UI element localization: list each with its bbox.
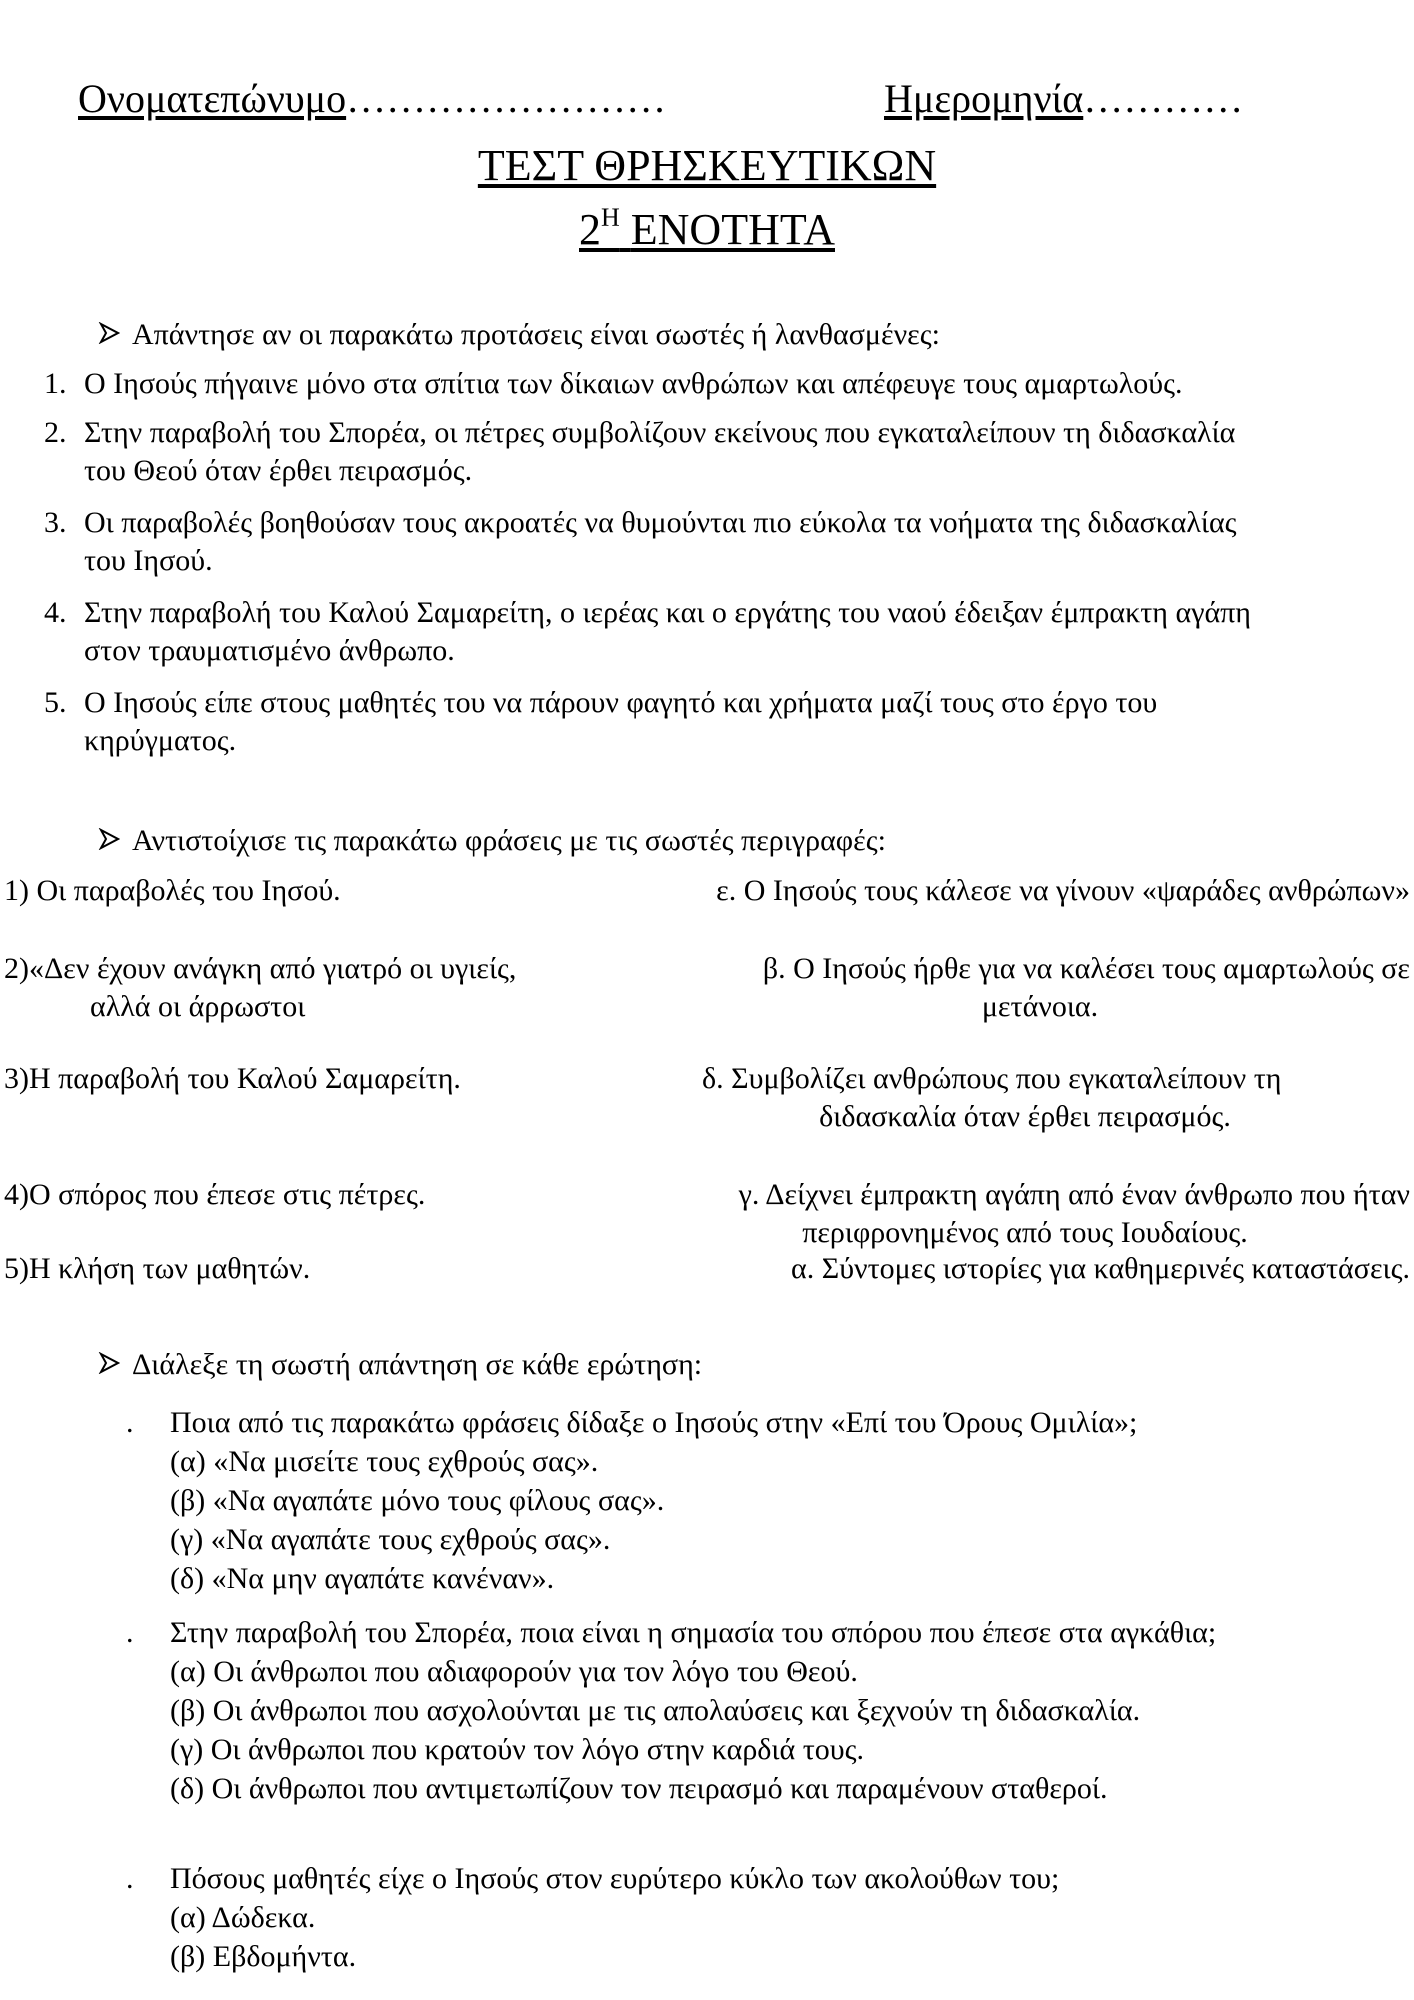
match-left-item: 5)Η κλήση των μαθητών. xyxy=(4,1252,311,1285)
match-right-item-cont: διδασκαλία όταν έρθει πειρασμός. xyxy=(819,1100,1231,1133)
section2-instruction-text: Αντιστοίχισε τις παρακάτω φράσεις με τις σωστές περιγραφές: xyxy=(132,824,886,857)
date-dots: ………… xyxy=(1083,76,1244,121)
tf-item-text-cont: στον τραυματισμένο άνθρωπο. xyxy=(84,634,455,667)
mc-question-text: Στην παραβολή του Σπορέα, ποια είναι η σημασία του σπόρου που έπεσε στα αγκάθια; xyxy=(170,1616,1217,1649)
date-label: Ημερομηνία xyxy=(884,76,1084,121)
tf-item xyxy=(44,684,67,722)
page-title-wrap xyxy=(0,138,1414,193)
unit-superscript: Η xyxy=(601,203,620,232)
mc-option[interactable]: (δ) «Να μην αγαπάτε κανέναν». xyxy=(170,1562,555,1595)
tf-item-num: 2. xyxy=(44,416,67,449)
tf-item-num: 4. xyxy=(44,596,67,629)
match-left-item: 3)Η παραβολή του Καλού Σαμαρείτη. xyxy=(4,1062,461,1095)
arrowhead-bullet-icon xyxy=(98,316,132,354)
arrowhead-bullet-icon xyxy=(98,822,132,860)
section2-instruction xyxy=(98,822,886,860)
match-left-item: 2)«Δεν έχουν ανάγκη από γιατρό οι υγιείς, xyxy=(4,952,517,985)
page-title: ΤΕΣΤ ΘΡΗΣΚΕΥΤΙΚΩΝ xyxy=(477,141,937,190)
mc-question-marker: . xyxy=(126,1862,134,1895)
mc-option[interactable]: (δ) Οι άνθρωποι που αντιμετωπίζουν τον πειρασμό και παραμένουν σταθεροί. xyxy=(170,1772,1108,1805)
tf-item xyxy=(44,594,67,632)
mc-question-marker: . xyxy=(126,1406,134,1439)
mc-option[interactable]: (β) Οι άνθρωποι που ασχολούνται με τις απολαύσεις και ξεχνούν τη διδασκαλία. xyxy=(170,1694,1141,1727)
unit-word: ΕΝΟΤΗΤΑ xyxy=(630,205,835,254)
match-left-item: 1) Οι παραβολές του Ιησού. xyxy=(4,874,341,907)
match-right-item: β. Ο Ιησούς ήρθε για να καλέσει τους αμαρτωλούς σε xyxy=(762,952,1410,985)
name-field[interactable] xyxy=(78,74,666,124)
mc-option[interactable]: (α) Οι άνθρωποι που αδιαφορούν για τον λόγο του Θεού. xyxy=(170,1655,858,1688)
name-dots: …………………… xyxy=(346,76,667,121)
match-right-item: α. Σύντομες ιστορίες για καθημερινές καταστάσεις. xyxy=(791,1252,1410,1285)
section3-instruction-text: Διάλεξε τη σωστή απάντηση σε κάθε ερώτηση: xyxy=(132,1348,703,1381)
tf-item-text-cont: του Ιησού. xyxy=(84,544,213,577)
mc-question-marker: . xyxy=(126,1616,134,1649)
mc-option[interactable]: (α) «Να μισείτε τους εχθρούς σας». xyxy=(170,1445,599,1478)
section3-instruction xyxy=(98,1346,702,1384)
arrowhead-bullet-icon xyxy=(98,1346,132,1384)
tf-item-text: Στην παραβολή του Καλού Σαμαρείτη, ο ιερέας και ο εργάτης του ναού έδειξαν έμπρακτη αγάπη xyxy=(84,596,1251,629)
match-right-item-cont: μετάνοια. xyxy=(981,990,1099,1023)
tf-item-text: Ο Ιησούς πήγαινε μόνο στα σπίτια των δίκαιων ανθρώπων και απέφευγε τους αμαρτωλούς. xyxy=(84,367,1183,400)
unit-heading-wrap xyxy=(0,202,1414,257)
tf-item-text: Στην παραβολή του Σπορέα, οι πέτρες συμβολίζουν εκείνους που εγκαταλείπουν τη διδασκαλία xyxy=(84,416,1236,449)
match-right-item: ε. Ο Ιησούς τους κάλεσε να γίνουν «ψαράδες ανθρώπων» xyxy=(716,874,1410,907)
unit-heading xyxy=(579,205,835,254)
mc-option[interactable]: (β) Εβδομήντα. xyxy=(170,1940,357,1973)
mc-option[interactable]: (γ) Οι άνθρωποι που κρατούν τον λόγο στην καρδιά τους. xyxy=(170,1733,864,1766)
name-label: Ονοματεπώνυμο xyxy=(78,76,347,121)
mc-option[interactable]: (β) «Να αγαπάτε μόνο τους φίλους σας». xyxy=(170,1484,665,1517)
match-right-item-cont: περιφρονημένος από τους Ιουδαίους. xyxy=(802,1216,1248,1249)
mc-option[interactable]: (α) Δώδεκα. xyxy=(170,1901,316,1934)
mc-option[interactable]: (γ) «Να αγαπάτε τους εχθρούς σας». xyxy=(170,1523,611,1556)
match-right-item: δ. Συμβολίζει ανθρώπους που εγκαταλείπουν τη xyxy=(702,1062,1282,1095)
match-right-item: γ. Δείχνει έμπρακτη αγάπη από έναν άνθρωπο που ήταν xyxy=(738,1178,1410,1211)
tf-item-text-cont: κηρύγματος. xyxy=(84,724,237,757)
tf-item xyxy=(44,365,67,403)
section1-instruction-text: Απάντησε αν οι παρακάτω προτάσεις είναι σωστές ή λανθασμένες: xyxy=(132,318,940,351)
tf-item xyxy=(44,504,67,542)
match-left-item-cont: αλλά οι άρρωστοι xyxy=(90,990,306,1023)
tf-item-text: Οι παραβολές βοηθούσαν τους ακροατές να θυμούνται πιο εύκολα τα νοήματα της διδασκαλίας xyxy=(84,506,1237,539)
mc-question-text: Πόσους μαθητές είχε ο Ιησούς στον ευρύτερο κύκλο των ακολούθων του; xyxy=(170,1862,1060,1895)
date-field[interactable] xyxy=(884,74,1243,124)
tf-item-num: 5. xyxy=(44,686,67,719)
section1-instruction xyxy=(98,316,940,354)
tf-item-text-cont: του Θεού όταν έρθει πειρασμός. xyxy=(84,454,473,487)
tf-item-num: 3. xyxy=(44,506,67,539)
match-left-item: 4)Ο σπόρος που έπεσε στις πέτρες. xyxy=(4,1178,426,1211)
mc-question-text: Ποια από τις παρακάτω φράσεις δίδαξε ο Ιησούς στην «Επί του Όρους Ομιλία»; xyxy=(170,1406,1138,1439)
unit-number: 2 xyxy=(579,205,601,254)
tf-item-num: 1. xyxy=(44,367,67,400)
tf-item xyxy=(44,414,67,452)
tf-item-text: Ο Ιησούς είπε στους μαθητές του να πάρουν φαγητό και χρήματα μαζί τους στο έργο του xyxy=(84,686,1158,719)
